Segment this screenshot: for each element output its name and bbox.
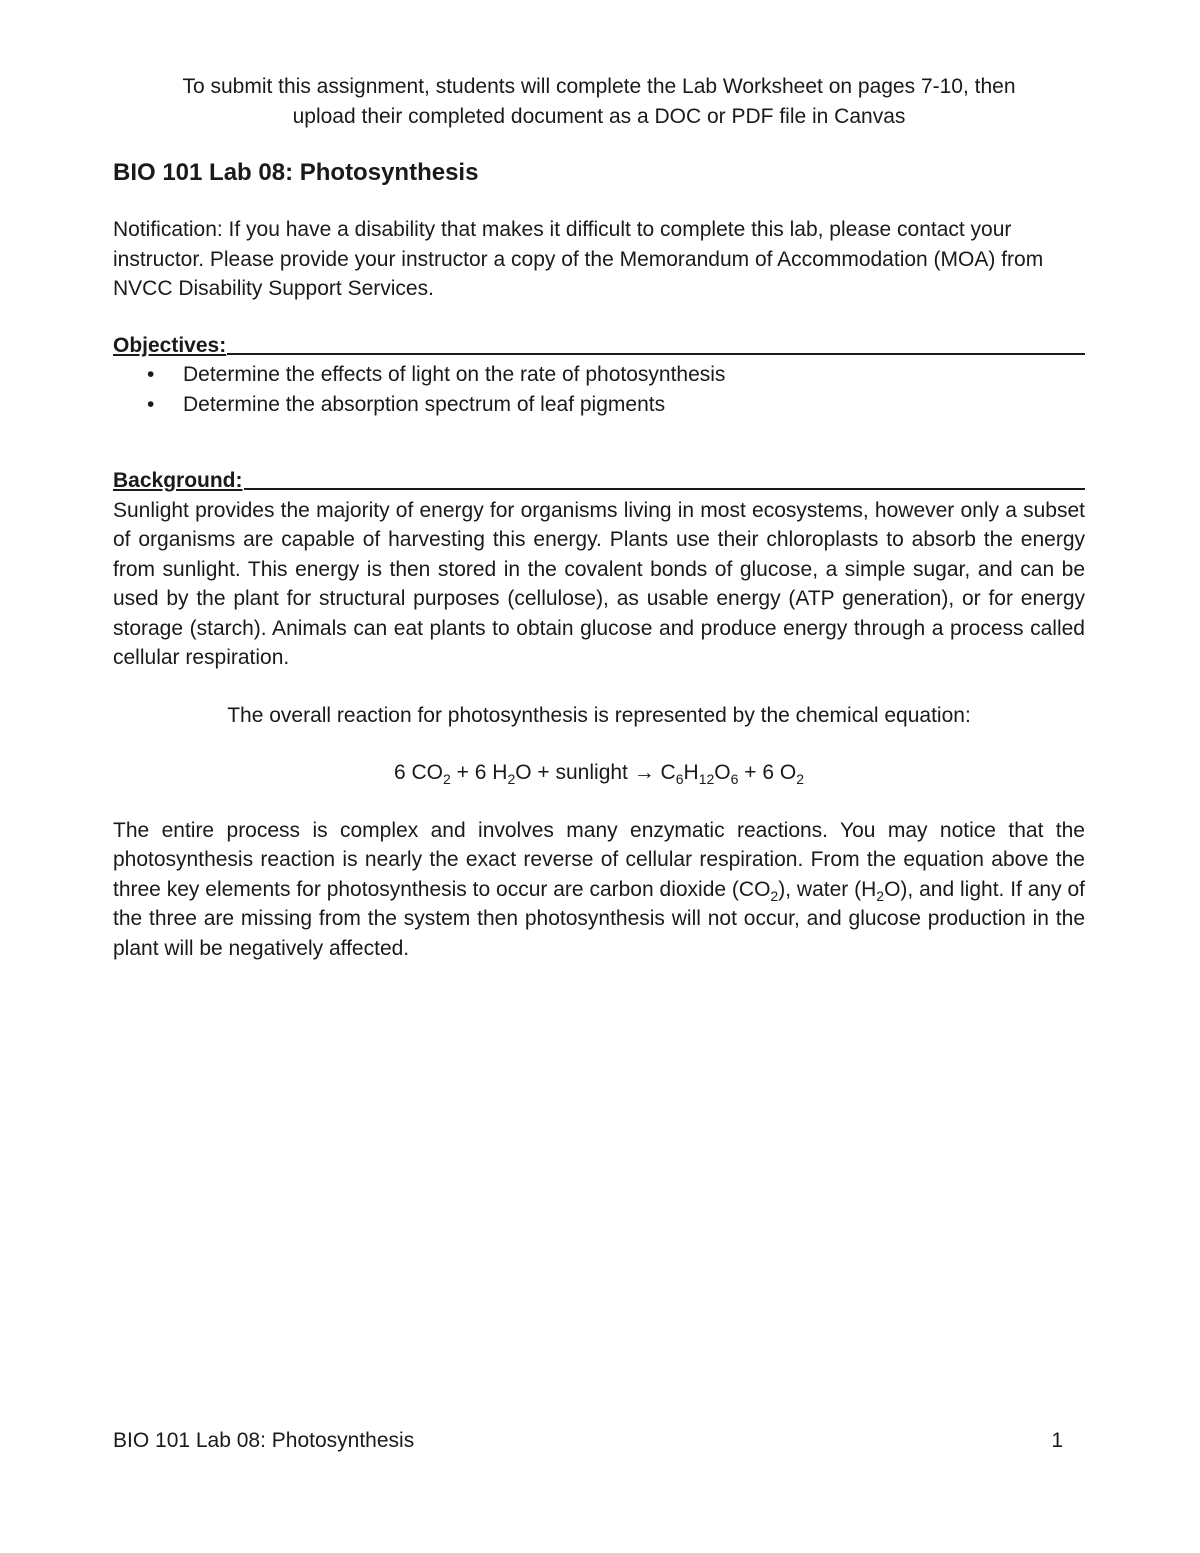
chemical-equation (113, 758, 1085, 788)
page-content (113, 72, 1085, 963)
equation-part: + 6 H (450, 761, 508, 784)
background-paragraph-1: Sunlight provides the majority of energy for organisms living in most ecosystems, however only a subset of organisms are capable of harvesting this energy. Plants use their chloroplasts to absorb the energy from sunlight. This energy is then stored in the covalent bonds of glucose, a simple sugar, and can be used by the plant for structural purposes (cellulose), as usable energy (ATP generation), or for energy storage (starch). Animals can eat plants to obtain glucose and produce energy through a process called cellular respiration. (113, 498, 1085, 669)
submit-instructions-line2: upload their completed document as a DOC or PDF file in Canvas (292, 104, 906, 128)
page-number: 1 (1051, 1429, 1063, 1452)
paragraph-subscript: 2 (876, 887, 885, 904)
submit-instructions (113, 72, 1085, 131)
objectives-heading (113, 331, 1085, 361)
equation-subscript: 2 (796, 771, 804, 788)
paragraph-subscript: 2 (770, 887, 779, 904)
document-title: BIO 101 Lab 08: Photosynthesis (113, 159, 479, 186)
bullet-icon: • (147, 363, 155, 386)
equation-subscript: 12 (698, 771, 715, 788)
equation-subscript: 6 (675, 771, 684, 788)
page-footer (113, 1429, 1063, 1453)
background-heading-text: Background: (113, 469, 243, 492)
submit-instructions-line1: To submit this assignment, students will complete the Lab Worksheet on pages 7-10, then (182, 75, 1016, 98)
objectives-heading-rule (227, 353, 1085, 355)
list-item (113, 360, 1085, 390)
equation-part: O + sunlight → C (515, 761, 676, 784)
equation-subscript: 2 (443, 771, 451, 788)
objective-text: Determine the absorption spectrum of leaf pigments (183, 392, 666, 416)
disability-notification: Notification: If you have a disability that makes it difficult to complete this lab, please contact your instructor. Please provide your instructor a copy of the Memorandum of Accommodation (MOA) from NVCC Disability Support Services. (113, 218, 1044, 300)
equation-intro: The overall reaction for photosynthesis is represented by the chemical equation: (227, 703, 971, 727)
equation-part: + 6 O (738, 761, 797, 784)
list-item (113, 390, 1085, 420)
paragraph-text: O), and light. If any of the three are missing from the system then photosynthesis will not occur, and glucose production in the plant will be negatively affected. (113, 877, 1085, 960)
footer-title: BIO 101 Lab 08: Photosynthesis (113, 1429, 415, 1452)
objectives-list (113, 360, 1085, 419)
objective-text: Determine the effects of light on the rate of photosynthesis (183, 363, 726, 386)
equation-part: H (683, 761, 699, 784)
background-heading-rule (244, 488, 1085, 490)
paragraph-text: The entire process is complex and involves many enzymatic reactions. You may notice that the photosynthesis reaction is nearly the exact reverse of cellular respiration. From the equation above the three key elements for photosynthesis to occur are carbon dioxide (CO (113, 818, 1085, 901)
equation-subscript: 6 (730, 771, 739, 788)
equation-part: O (714, 761, 731, 784)
paragraph-text: ), water (H (778, 877, 877, 901)
equation-part: 6 CO (394, 761, 444, 784)
objectives-heading-text: Objectives: (113, 333, 227, 357)
background-paragraph-2 (113, 816, 1085, 964)
equation-subscript: 2 (507, 771, 516, 788)
background-heading (113, 466, 1085, 496)
bullet-icon: • (147, 392, 155, 416)
